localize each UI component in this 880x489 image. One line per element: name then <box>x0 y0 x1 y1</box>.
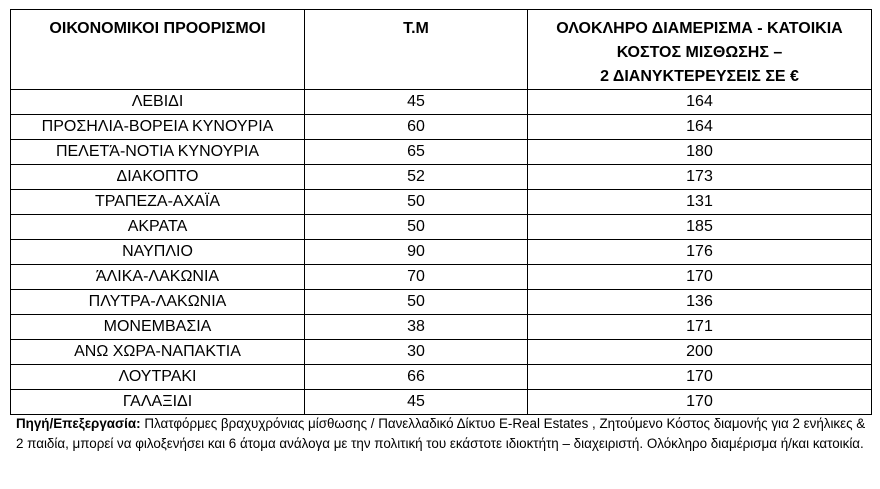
header-square-meters: Τ.Μ <box>305 10 528 90</box>
cost-cell: 185 <box>528 215 872 240</box>
table-row <box>11 215 872 240</box>
table-row <box>11 240 872 265</box>
destination-cell: ΝΑΥΠΛΙΟ <box>11 240 305 265</box>
cost-cell: 176 <box>528 240 872 265</box>
header-rental-cost-line-2: ΚΟΣΤΟΣ ΜΙΣΘΩΣΗΣ – <box>616 44 783 61</box>
table-row <box>11 390 872 415</box>
destination-cell: ΔΙΑΚΟΠΤΟ <box>11 165 305 190</box>
header-destinations: ΟΙΚΟΝΟΜΙΚΟΙ ΠΡΟΟΡΙΣΜΟΙ <box>11 10 305 90</box>
square-meters-cell: 70 <box>305 265 528 290</box>
cost-cell: 173 <box>528 165 872 190</box>
square-meters-cell: 50 <box>305 190 528 215</box>
destination-cell: ΓΑΛΑΞΙΔΙ <box>11 390 305 415</box>
destination-cell: ΠΡΟΣΗΛΙΑ-ΒΟΡΕΙΑ ΚΥΝΟΥΡΙΑ <box>11 115 305 140</box>
cost-cell: 164 <box>528 90 872 115</box>
square-meters-cell: 45 <box>305 390 528 415</box>
table-row <box>11 190 872 215</box>
source-footnote <box>16 414 876 454</box>
cost-cell: 180 <box>528 140 872 165</box>
square-meters-cell: 60 <box>305 115 528 140</box>
table-row <box>11 115 872 140</box>
header-rental-cost <box>528 10 872 90</box>
destination-cell: ΠΛΥΤΡΑ-ΛΑΚΩΝΙΑ <box>11 290 305 315</box>
cost-cell: 200 <box>528 340 872 365</box>
cost-cell: 171 <box>528 315 872 340</box>
destination-cell: ΑΚΡΑΤΑ <box>11 215 305 240</box>
table-row <box>11 165 872 190</box>
cost-cell: 170 <box>528 265 872 290</box>
table-body <box>11 90 872 415</box>
square-meters-cell: 30 <box>305 340 528 365</box>
square-meters-cell: 45 <box>305 90 528 115</box>
square-meters-cell: 90 <box>305 240 528 265</box>
table-row <box>11 90 872 115</box>
cost-cell: 164 <box>528 115 872 140</box>
square-meters-cell: 50 <box>305 215 528 240</box>
destination-cell: ΛΟΥΤΡΑΚΙ <box>11 365 305 390</box>
header-rental-cost-line-3: 2 ΔΙΑΝΥΚΤΕΡΕΥΣΕΙΣ ΣΕ € <box>600 68 799 85</box>
square-meters-cell: 52 <box>305 165 528 190</box>
square-meters-cell: 38 <box>305 315 528 340</box>
destinations-table <box>10 9 872 415</box>
destination-cell: ΑΝΩ ΧΩΡΑ-ΝΑΠΑΚΤΙΑ <box>11 340 305 365</box>
destination-cell: ΠΕΛΕΤΆ-ΝΟΤΙΑ ΚΥΝΟΥΡΙΑ <box>11 140 305 165</box>
cost-cell: 131 <box>528 190 872 215</box>
table-row <box>11 340 872 365</box>
footnote-label: Πηγή/Επεξεργασία: <box>16 416 141 431</box>
header-rental-cost-line-1: ΟΛΟΚΛΗΡΟ ΔΙΑΜΕΡΙΣΜΑ - ΚΑΤΟΙΚΙΑ <box>556 20 843 37</box>
cost-cell: 136 <box>528 290 872 315</box>
square-meters-cell: 65 <box>305 140 528 165</box>
destination-cell: ΆΛΙΚΑ-ΛΑΚΩΝΙΑ <box>11 265 305 290</box>
square-meters-cell: 66 <box>305 365 528 390</box>
table-row <box>11 290 872 315</box>
square-meters-cell: 50 <box>305 290 528 315</box>
destination-cell: ΤΡΑΠΕΖΑ-ΑΧΑΪΑ <box>11 190 305 215</box>
cost-cell: 170 <box>528 390 872 415</box>
table-header-row <box>11 10 872 90</box>
footnote-text: Πλατφόρμες βραχυχρόνιας μίσθωσης / Πανελλαδικό Δίκτυο E-Real Estates , Ζητούμενο Κόστος διαμονής για 2 ενήλικες & 2 παιδία, μπορεί να φιλοξενήσει και 6 άτομα ανάλογα με την πολιτική του εκάστοτε ιδιοκτήτη – διαχειριστή. Ολόκληρο διαμέρισμα ή/και κατοικία. <box>16 416 866 451</box>
table-row <box>11 315 872 340</box>
table-row <box>11 265 872 290</box>
table-row <box>11 140 872 165</box>
destination-cell: ΜΟΝΕΜΒΑΣΙΑ <box>11 315 305 340</box>
cost-cell: 170 <box>528 365 872 390</box>
destination-cell: ΛΕΒΙΔΙ <box>11 90 305 115</box>
table-row <box>11 365 872 390</box>
